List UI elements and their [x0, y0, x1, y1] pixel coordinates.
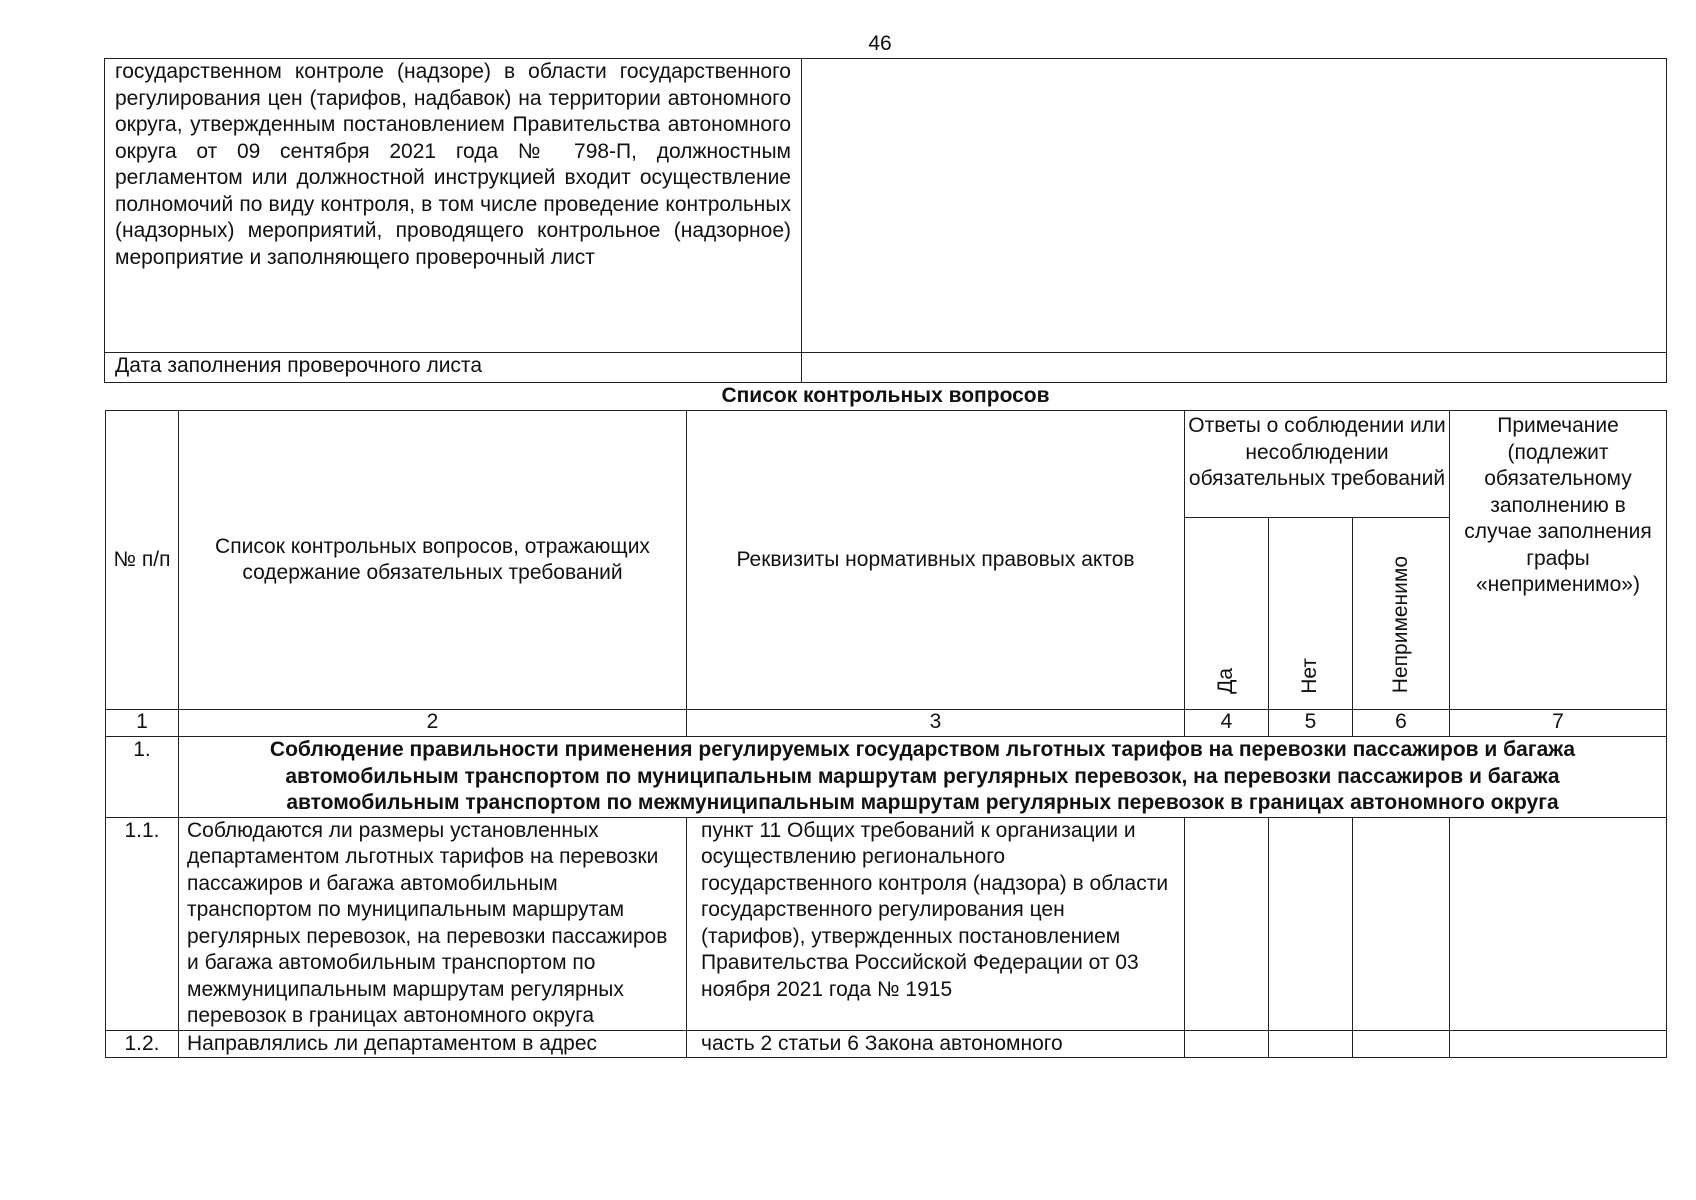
section-title: Соблюдение правильности применения регулируемых государством льготных тарифов на перевозки пассажиров и багажа автомобильным транспортом по муниципальным маршрутам регулярных перевозок, на перевозки пассажиров и багажа автомобильным транспортом по межмуниципальным маршрутам регулярных перевозок в границах автономного округа [179, 737, 1667, 818]
answer-not-applicable-cell[interactable] [1353, 817, 1450, 1030]
header-yes-label: Да [1214, 667, 1238, 694]
header-note: Примечание (подлежит обязательному заполнению в случае заполнения графы «неприменимо») [1450, 411, 1667, 710]
header-no [1269, 518, 1353, 710]
answer-yes-cell[interactable] [1185, 817, 1269, 1030]
inspector-description: государственном контроле (надзоре) в области государственного регулирования цен (тарифов, надбавок) на территории автономного округа, утвержденным постановлением Правительства автономного округа от 09 сентября 2021 года № 798-П, должностным регламентом или должностной инструкцией входит осуществление полномочий по виду контроля, в том числе проведение контрольных (надзорных) мероприятий, проводящего контрольное (надзорное) мероприятие и заполняющего проверочный лист [105, 59, 802, 353]
section-row [106, 737, 1667, 818]
question-text: Направлялись ли департаментом в адрес [179, 1030, 687, 1058]
header-no-label: Нет [1298, 657, 1322, 694]
column-number-3: 3 [687, 710, 1185, 737]
question-number: 1.1. [106, 817, 179, 1030]
column-number-5: 5 [1269, 710, 1353, 737]
fill-date-value-cell[interactable] [802, 353, 1667, 383]
page-number: 46 [868, 32, 892, 55]
section-number: 1. [106, 737, 179, 818]
question-text: Соблюдаются ли размеры установленных департаментом льготных тарифов на перевозки пассажиров и багажа автомобильным транспортом по муниципальным маршрутам регулярных перевозок, на перевозки пассажиров и багажа автомобильным транспортом по межмуниципальным маршрутам регулярных перевозок в границах автономного округа [179, 817, 687, 1030]
inspector-row [105, 59, 1667, 353]
header-requisites: Реквизиты нормативных правовых актов [687, 411, 1185, 710]
column-number-4: 4 [1185, 710, 1269, 737]
header-yes [1185, 518, 1269, 710]
header-not-applicable [1353, 518, 1450, 710]
fill-date-label: Дата заполнения проверочного листа [105, 353, 802, 383]
question-number: 1.2. [106, 1030, 179, 1058]
question-requisites: часть 2 статьи 6 Закона автономного [687, 1030, 1185, 1058]
header-num: № п/п [106, 411, 179, 710]
header-questions: Список контрольных вопросов, отражающих содержание обязательных требований [179, 411, 687, 710]
inspector-info-table [104, 58, 1667, 383]
note-cell[interactable] [1450, 817, 1667, 1030]
column-number-2: 2 [179, 710, 687, 737]
column-number-6: 6 [1353, 710, 1450, 737]
column-number-1: 1 [106, 710, 179, 737]
column-number-7: 7 [1450, 710, 1667, 737]
questions-table [105, 410, 1667, 1058]
question-row [106, 1030, 1667, 1058]
fill-date-row [105, 353, 1667, 383]
column-numbers-row [106, 710, 1667, 737]
answer-no-cell[interactable] [1269, 1030, 1353, 1058]
note-cell[interactable] [1450, 1030, 1667, 1058]
list-title: Список контрольных вопросов [721, 384, 1050, 407]
inspector-value-cell[interactable] [802, 59, 1667, 353]
answer-no-cell[interactable] [1269, 817, 1353, 1030]
header-row-top [106, 411, 1667, 518]
header-answers: Ответы о соблюдении или несоблюдении обязательных требований [1185, 411, 1450, 518]
question-row [106, 817, 1667, 1030]
answer-yes-cell[interactable] [1185, 1030, 1269, 1058]
header-not-applicable-label: Неприменимо [1388, 556, 1412, 694]
question-requisites: пункт 11 Общих требований к организации и осуществлению регионального государственного контроля (надзора) в области государственного регулирования цен (тарифов), утвержденных постановлением Правительства Российской Федерации от 03 ноября 2021 года № 1915 [687, 817, 1185, 1030]
answer-not-applicable-cell[interactable] [1353, 1030, 1450, 1058]
